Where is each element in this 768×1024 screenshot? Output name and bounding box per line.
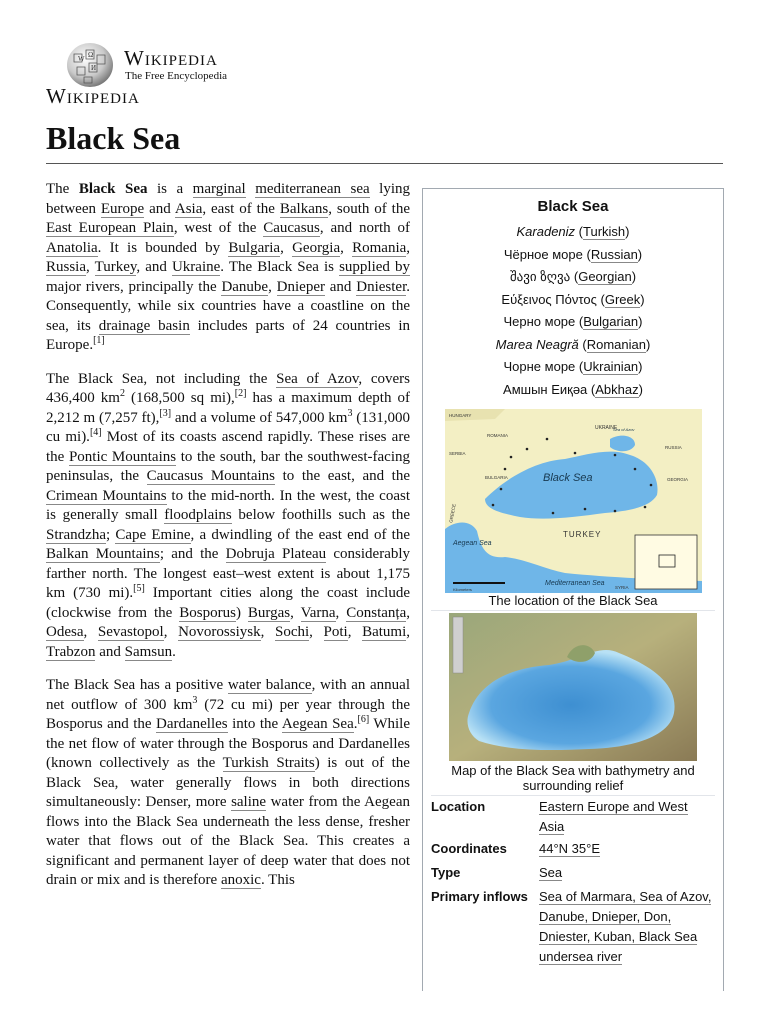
text: ; and the	[159, 546, 226, 562]
map-label-hungary: HUNGARY	[449, 413, 472, 418]
alternate-names-list	[423, 221, 723, 401]
article-link[interactable]: Asia	[174, 200, 203, 217]
map-label-serbia: SERBIA	[449, 451, 466, 456]
article-link[interactable]: mediterranean sea	[255, 181, 370, 197]
text: (72 cu mi) per year through the Bosporus and the	[46, 696, 410, 732]
article-link[interactable]: Pontic Mountains	[68, 448, 177, 465]
text: includes parts of 24 countries in Europe.	[46, 317, 410, 353]
row-key: Coordinates	[431, 841, 507, 856]
text: ,	[280, 239, 293, 256]
text: Most of its coasts ascend rapidly. These rises are the	[46, 429, 410, 465]
text: ,	[290, 604, 301, 621]
text: . The Black Sea is	[220, 259, 340, 275]
text: ,	[347, 624, 363, 640]
language-link[interactable]: Bulgarian	[583, 314, 639, 329]
article-link[interactable]: Dnieper	[276, 278, 325, 295]
row-key: Location	[431, 799, 486, 814]
article-link[interactable]: Crimean Mountains	[46, 487, 167, 504]
map-label-black-sea: Black Sea	[543, 472, 593, 484]
article-link[interactable]: Caucasus Mountains	[146, 468, 276, 484]
paren: )	[645, 336, 651, 352]
text: , west of the	[173, 220, 264, 236]
article-link[interactable]: marginal	[192, 181, 246, 197]
text: and	[324, 278, 357, 295]
article-body	[46, 180, 410, 905]
native-name: Чёрное море	[503, 246, 583, 262]
article-link[interactable]: Odesa	[46, 624, 84, 640]
article-link[interactable]: Trabzon	[46, 643, 96, 660]
native-name: Karadeniz	[516, 224, 576, 239]
citation[interactable]: [4]	[89, 427, 102, 438]
text: , and north of	[319, 220, 410, 236]
title-divider	[46, 163, 723, 164]
article-link[interactable]: supplied by	[339, 259, 410, 275]
native-name: Черно море	[503, 314, 576, 329]
text: to the east, and the	[275, 468, 411, 484]
map-label-greece: GREECE	[448, 503, 457, 524]
citation[interactable]: [1]	[93, 335, 105, 346]
text: ,	[406, 604, 410, 621]
article-link[interactable]: Turkish Straits	[222, 755, 315, 771]
article-link[interactable]: Russia	[46, 259, 87, 275]
native-name: Чорне море	[503, 359, 576, 374]
paren: )	[638, 381, 643, 397]
article-link[interactable]: Bulgaria	[228, 239, 281, 256]
article-link[interactable]: Balkans	[279, 200, 329, 217]
article-link[interactable]: Romania	[352, 239, 407, 256]
citation[interactable]: [5]	[133, 583, 145, 594]
paren: (	[582, 246, 591, 262]
paren: )	[637, 246, 643, 262]
location-map[interactable]	[445, 409, 702, 593]
text: The Black Sea, not including the	[46, 370, 277, 387]
text: ,	[83, 624, 98, 640]
text: into the	[227, 716, 282, 732]
map-caption: The location of the Black Sea	[488, 593, 658, 608]
paren: )	[638, 359, 643, 374]
article-link[interactable]: Dardanelles	[156, 716, 228, 732]
language-link[interactable]: Russian	[590, 246, 638, 262]
alternate-name	[423, 334, 723, 357]
wordmark: Wikipedia	[124, 46, 218, 70]
text: below foothills such as the	[231, 507, 410, 523]
infobox-separator	[431, 610, 715, 611]
inset-map	[635, 535, 697, 589]
citation[interactable]: 3	[192, 694, 198, 706]
article-link[interactable]: Balkan Mountains	[46, 546, 160, 562]
paren: (	[575, 224, 583, 239]
article-link[interactable]: Caucasus	[263, 220, 320, 236]
text: ,	[309, 624, 324, 640]
text: . This	[260, 872, 295, 888]
text: ,	[260, 624, 275, 640]
text: ,	[163, 624, 179, 640]
text: ,	[86, 259, 95, 275]
paren: )	[631, 269, 637, 284]
article-link[interactable]: Anatolia	[46, 239, 98, 256]
article-link[interactable]: Bosporus	[179, 604, 236, 621]
text: ,	[335, 604, 347, 621]
alternate-name	[423, 356, 723, 379]
article-link[interactable]: drainage basin	[98, 317, 190, 334]
article-link[interactable]: Sochi	[274, 624, 310, 640]
text: , covers 436,400 km	[46, 370, 410, 406]
alternate-name	[423, 311, 723, 334]
alternate-name	[423, 289, 723, 312]
map-label-syria: SYRIA	[615, 585, 629, 590]
article-link[interactable]: Cape Emine	[115, 526, 191, 543]
map-label-mediterranean: Mediterranean Sea	[545, 580, 605, 587]
paren: )	[638, 314, 643, 329]
infobox-title: Black Sea	[537, 198, 609, 215]
tagline: The Free Encyclopedia	[125, 70, 228, 82]
svg-text:И: И	[91, 64, 97, 72]
paren: )	[625, 224, 630, 239]
article-link[interactable]: Strandzha	[46, 526, 106, 543]
native-name: Εύξεινος Πόντος	[501, 291, 597, 307]
language-link[interactable]: Georgian	[578, 269, 632, 284]
text: The Black Sea has a positive	[46, 677, 228, 693]
text: to the south, bar the southwest-facing peninsulas, the	[46, 448, 410, 484]
text: has a maximum depth of 2,212 m (7,257 ft),	[46, 390, 410, 426]
map-label-russia: RUSSIA	[665, 445, 682, 450]
paragraph-1	[46, 180, 410, 356]
paragraph-2	[46, 370, 410, 663]
citation[interactable]: [2]	[234, 388, 247, 399]
bold-term: Black Sea	[78, 181, 148, 197]
article-link[interactable]: Aegean Sea	[281, 716, 354, 732]
text: to the mid-north. In the west, the coast is generally small	[46, 487, 410, 523]
map-label-romania: ROMANIA	[487, 433, 509, 438]
text	[246, 181, 256, 197]
text: lying between	[46, 181, 410, 217]
language-link[interactable]: Abkhaz	[595, 381, 639, 397]
article-link[interactable]: floodplains	[164, 507, 232, 523]
text: ,	[406, 624, 411, 640]
row-value[interactable]: Sea of Marmara, Sea of Azov, Danube, Dnieper, Don, Dniester, Kuban, Black Sea undersea river	[539, 889, 712, 964]
language-link[interactable]: Turkish	[583, 224, 626, 239]
language-link[interactable]: Ukrainian	[583, 359, 639, 374]
citation[interactable]: [6]	[357, 714, 370, 725]
article-link[interactable]: Turkey	[94, 259, 137, 275]
wikipedia-globe-icon	[64, 42, 116, 88]
alternate-name	[423, 379, 723, 402]
map-label-bulgaria: BULGARIA	[485, 475, 508, 480]
paren: (	[575, 314, 584, 329]
map-label-azov: Sea of Azov	[613, 427, 635, 432]
text: The	[46, 181, 79, 197]
relief-caption: Map of the Black Sea with bathymetry and surrounding relief	[451, 763, 695, 793]
infobox-separator-2	[431, 795, 715, 796]
article-link[interactable]: anoxic	[220, 872, 261, 888]
bathymetry-relief-map[interactable]	[449, 613, 697, 761]
text: considerably farther north. The longest east–west extent is about 1,175 km (730 mi).	[46, 546, 411, 601]
paren: (	[596, 291, 605, 307]
text: (131,000 cu mi).	[46, 409, 410, 445]
row-key: Type	[431, 865, 461, 880]
article-link[interactable]: Georgia	[292, 239, 341, 256]
page-title: Black Sea	[46, 120, 181, 156]
infobox	[422, 188, 724, 991]
article-link[interactable]: Dobruja Plateau	[225, 546, 327, 562]
article-link[interactable]: Burgas	[247, 604, 291, 621]
text: . It is bounded by	[97, 239, 229, 256]
text: . Consequently, while six countries have a coastline on the sea, its	[46, 278, 410, 334]
text: , a dwindling of the east end of the	[190, 526, 410, 543]
language-link[interactable]: Greek	[604, 291, 641, 307]
text: water from the Aegean flows into the Black Sea underneath the less dense, fresher water that flows out of the Black Sea. This creates a significant and permanent layer of deep water that does not drain or mix and is therefore	[46, 794, 410, 888]
paren: (	[578, 336, 587, 352]
text: .	[353, 716, 358, 732]
alternate-name	[423, 221, 723, 244]
text: ,	[268, 278, 277, 295]
svg-text:Ω: Ω	[88, 51, 94, 59]
relief-legend	[453, 617, 463, 673]
article-link[interactable]: Sevastopol	[97, 624, 164, 640]
text: .	[172, 643, 176, 660]
article-link[interactable]: Poti	[323, 624, 348, 640]
article-link[interactable]: Ukraine	[171, 259, 221, 275]
text: Important cities along the coast include (clockwise from the	[46, 585, 410, 621]
article-link[interactable]: Constanța	[346, 604, 407, 621]
text: is a	[147, 181, 193, 197]
text: and a volume of 547,000 km	[171, 409, 348, 426]
paren: (	[575, 359, 584, 374]
article-link[interactable]: Danube	[221, 278, 269, 295]
citation[interactable]: 2	[119, 388, 125, 399]
text: , south of the	[328, 200, 410, 217]
paren: (	[587, 381, 596, 397]
text: (168,500 sq mi),	[124, 390, 235, 406]
text: and	[95, 643, 125, 660]
map-label-georgia: GEORGIA	[667, 477, 689, 482]
text: ,	[340, 239, 353, 256]
alternate-name	[423, 244, 723, 267]
row-value[interactable]: 44°N 35°E	[539, 841, 600, 856]
article-link[interactable]: Samsun	[124, 643, 173, 660]
article-link[interactable]: Europe	[100, 200, 145, 217]
map-scale-label: Kilometers	[453, 587, 472, 592]
text: While the net flow of water through the Bosporus and Dardanelles (known collectively as the	[46, 716, 410, 771]
wordmark-secondary[interactable]: Wikipedia	[46, 84, 140, 108]
text: , with an annual net outflow of 300 km	[46, 677, 410, 713]
text: ;	[105, 526, 116, 543]
text: major rivers, principally the	[46, 278, 222, 295]
native-name: Амшын Еиқәа	[503, 381, 588, 397]
paren: )	[640, 291, 645, 307]
article-link[interactable]: Batumi	[362, 624, 407, 640]
row-value[interactable]: Eastern Europe and West Asia	[539, 799, 688, 834]
text: , east of the	[202, 200, 280, 217]
map-label-ukraine: UKRAINE	[595, 425, 618, 431]
article-link[interactable]: Varna	[300, 604, 336, 621]
text: , and	[136, 259, 172, 275]
article-link[interactable]: Dniester	[356, 278, 407, 295]
map-label-turkey: TURKEY	[563, 530, 602, 539]
text: )	[235, 604, 248, 621]
text: and	[144, 200, 175, 217]
article-link[interactable]: Sea of Azov	[276, 370, 359, 387]
paragraph-3	[46, 676, 410, 891]
article-link[interactable]: water balance	[227, 677, 312, 693]
citation[interactable]: 3	[347, 407, 353, 419]
article-link[interactable]: East European Plain	[46, 220, 174, 236]
text: ) is out of the Black Sea, water generally flows in both directions simultaneously: Denser, more	[46, 755, 410, 810]
alternate-name	[423, 266, 723, 289]
svg-text:W: W	[78, 55, 85, 63]
language-link[interactable]: Romanian	[586, 336, 646, 352]
text: ,	[406, 239, 411, 256]
native-name: შავი ზღვა	[509, 269, 571, 284]
citation[interactable]: [3]	[159, 407, 172, 419]
article-link[interactable]: saline	[231, 794, 267, 810]
article-link[interactable]: Novorossiysk	[178, 624, 261, 640]
row-key: Primary inflows	[431, 889, 528, 904]
native-name: Marea Neagră	[495, 336, 579, 352]
paren: (	[570, 269, 579, 284]
row-value[interactable]: Sea	[539, 865, 563, 880]
map-label-aegean: Aegean Sea	[453, 540, 492, 547]
